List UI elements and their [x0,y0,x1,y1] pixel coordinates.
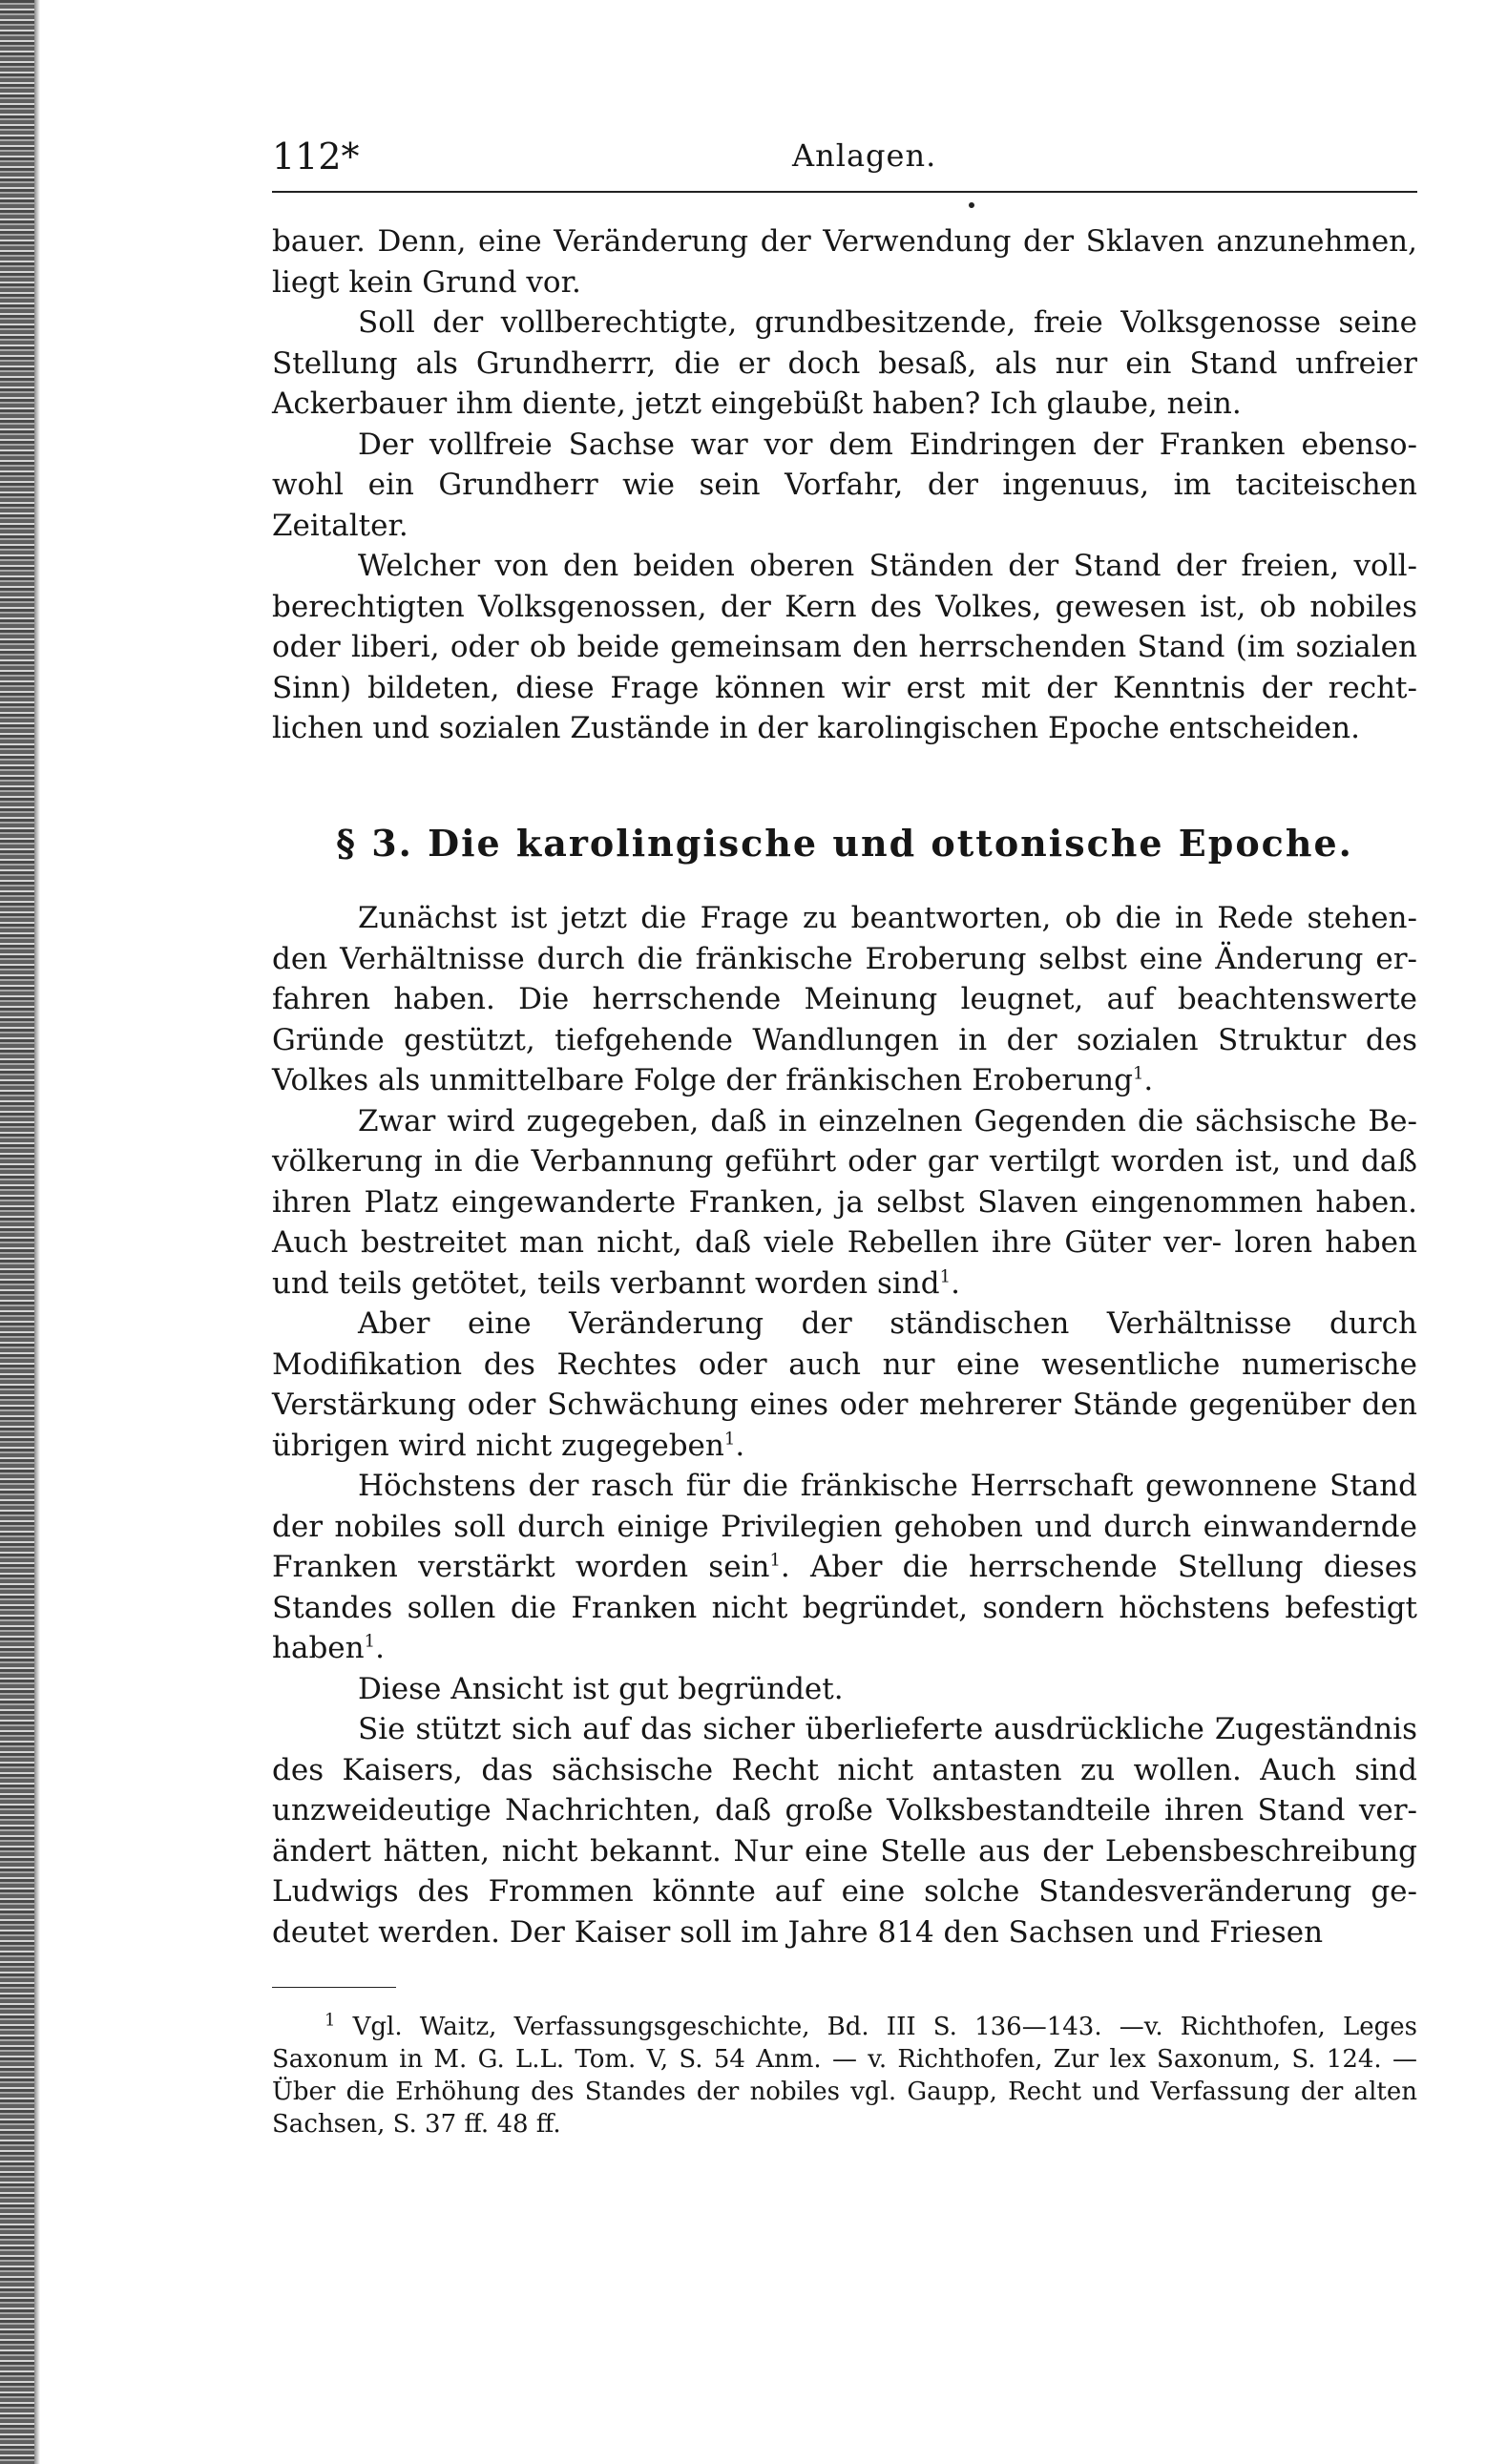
page-number: 112* [272,136,360,177]
paragraph: Der vollfreie Sachse war vor dem Eindringen der Franken ebenso- wohl ein Grundherr wie sein Vorfahr, der ingenuus, im taciteischen Zeitalter. [272,427,1417,543]
footnote [272,2011,1417,2140]
book-page [272,134,1417,2140]
paragraph-tail: . [375,1631,385,1665]
paragraph: Diese Ansicht ist gut begründet. [358,1671,844,1706]
footnotes [272,2011,1417,2140]
footnote-divider [272,1987,396,1988]
footnote-reference: 1 [723,1429,736,1450]
paragraph-text: Zwar wird zugegeben, daß in einzelnen Gegenden die sächsische Be- völkerung in die Verbannung geführt oder gar vertilgt worden ist, und daß ihren Platz eingewanderte Franken, ja selbst Slaven eingenommen haben. Auch bestreitet man nicht, daß viele Rebellen ihre Güter ver- loren haben und teils getötet, teils verbannt worden sind [272,1103,1417,1301]
paragraph-tail: . [735,1428,745,1463]
footnote-reference: 1 [769,1550,781,1571]
footnote-mark: 1 [324,2010,336,2031]
scan-binding-edge [0,0,34,2464]
paragraph-tail: . Aber die herrschende Stellung dieses Standes sollen die Franken nicht begründet, sondern höchstens befestigt haben [272,1550,1417,1665]
footnote-text: Vgl. Waitz, Verfassungsgeschichte, Bd. III S. 136—143. —v. Richthofen, Leges Saxonum in M. G. L.L. Tom. V, S. 54 Anm. — v. Richthofen, Zur lex Saxonum, S. 124. — Über die Erhöhung des Standes der nobiles vgl. Gaupp, Recht und Verfassung der alten Sachsen, S. 37 ff. 48 ff. [272,2013,1417,2139]
running-title: Anlagen. [792,137,937,174]
paragraph: Welcher von den beiden oberen Ständen der Stand der freien, voll- berechtigten Volksgenossen, der Kern des Volkes, gewesen ist, ob nobiles oder liberi, oder ob beide gemeinsam den herrschenden Stand (im sozialen Sinn) bildeten, diese Frage können wir erst mit der Kenntnis der recht- lichen und sozialen Zustände in der karolingischen Epoche entscheiden. [272,549,1417,745]
paragraph [272,898,1417,1101]
section-heading: § 3. Die karolingische und ottonische Epoche. [336,821,1353,865]
paragraph: Sie stützt sich auf das sicher überlieferte ausdrückliche Zugeständnis des Kaisers, das sächsische Recht nicht antasten zu wollen. Auch sind unzweideutige Nachrichten, daß große Volksbestandteile ihren Stand ver- ändert hätten, nicht bekannt. Nur eine Stelle aus der Lebensbeschreibung Ludwigs des Frommen könnte auf eine solche Standesveränderung ge- deutet werden. Der Kaiser soll im Jahre 814 den Sachsen und Friesen [272,1712,1417,1950]
paragraph: Soll der vollberechtigte, grundbesitzende, freie Volksgenosse seine Stellung als Grundherrr, die er doch besaß, als nur ein Stand unfreier Ackerbauer ihm diente, jetzt eingebüßt haben? Ich glaube, nein. [272,305,1417,421]
footnote-reference: 1 [364,1631,376,1652]
paragraph [272,1466,1417,1669]
paragraph-tail: . [1143,1063,1154,1097]
paragraph-text: Zunächst ist jetzt die Frage zu beantworten, ob die in Rede stehen- den Verhältnisse durch die fränkische Eroberung selbst eine Änderung er- fahren haben. Die herrschende Meinung leugnet, auf beachtenswerte Gründe gestützt, tiefgehende Wandlungen in der sozialen Struktur des Volkes als unmittelbare Folge der fränkischen Eroberung [272,901,1417,1097]
footnote-reference: 1 [939,1266,952,1287]
paragraph-text: Höchstens der rasch für die fränkische Herrschaft gewonnene Stand der nobiles soll durch einige Privilegien gehoben und durch einwandernde Franken verstärkt worden sein [272,1469,1417,1584]
body-text [272,221,1417,1952]
paragraph: bauer. Denn, eine Veränderung der Verwendung der Sklaven anzunehmen, liegt kein Grund vor. [272,224,1417,300]
paragraph [272,1304,1417,1466]
paragraph [272,1101,1417,1305]
running-head [272,134,1417,193]
footnote-reference: 1 [1132,1063,1144,1084]
paragraph-tail: . [951,1265,960,1301]
print-mark [969,202,974,208]
paragraph-text: Aber eine Veränderung der ständischen Verhältnisse durch Modifikation des Rechtes oder auch nur eine wesentliche numerische Verstärkung oder Schwächung eines oder mehrerer Stände gegenüber den übrigen wird nicht zugegeben [272,1306,1417,1463]
